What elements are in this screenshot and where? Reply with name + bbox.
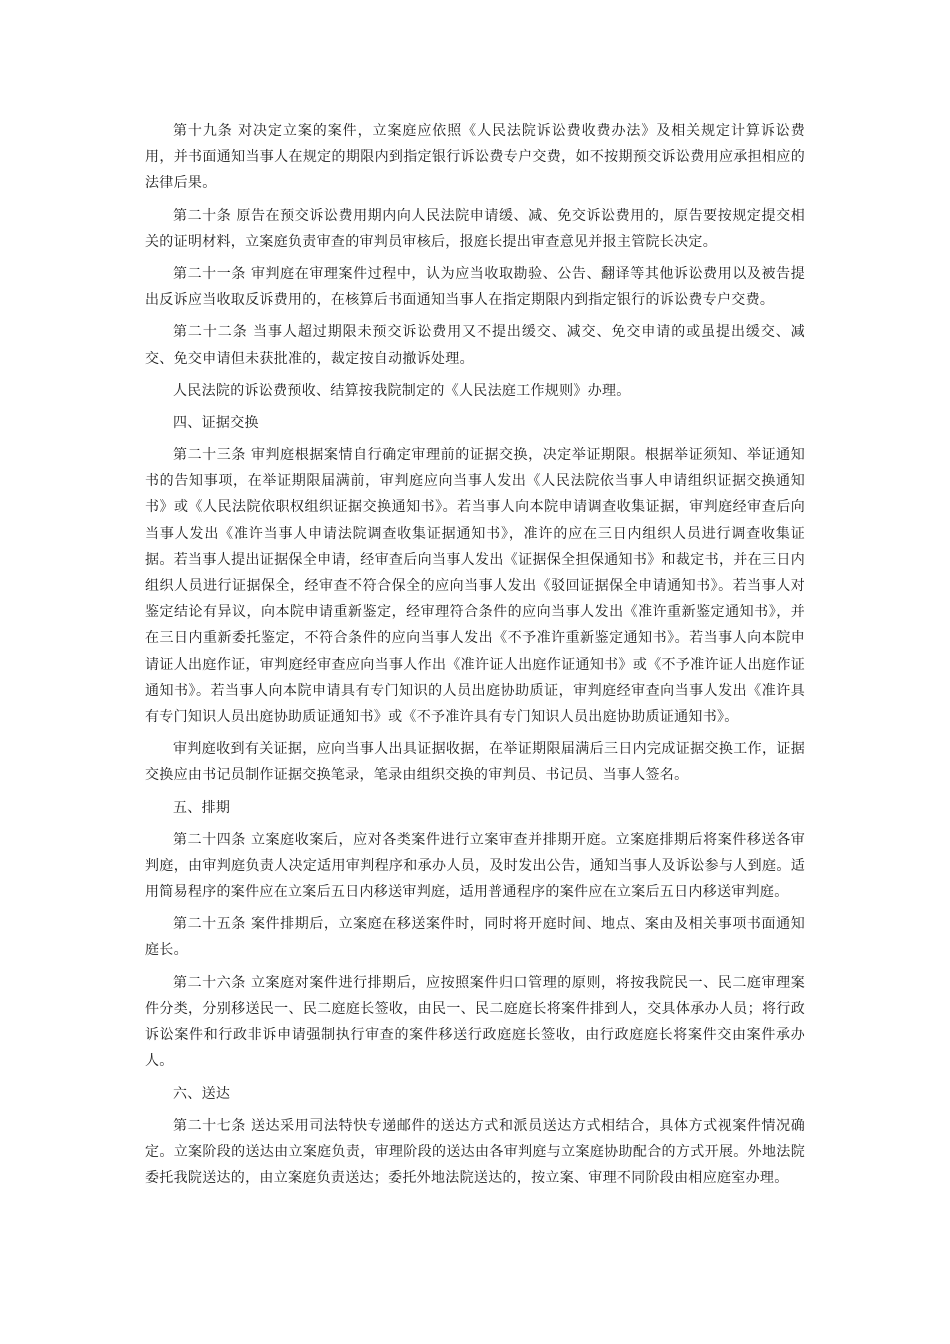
paragraph-article-26: 第二十六条 立案庭对案件进行排期后，应按照案件归口管理的原则，将按我院民一、民二庭审理案件分类，分别移送民一、民二庭庭长签收，由民一、民二庭庭长将案件排到人，交具体承办人员；将行政诉讼案件和行政非诉申请强制执行审查的案件移送行政庭庭长签收，由行政庭庭长将案件交由案件承办人。 <box>145 974 805 1070</box>
section-heading-service: 六、送达 <box>173 1085 231 1102</box>
paragraph-fee-settlement: 人民法院的诉讼费预收、结算按我院制定的《人民法庭工作规则》办理。 <box>173 382 631 399</box>
paragraph-article-24: 第二十四条 立案庭收案后，应对各类案件进行立案审查并排期开庭。立案庭排期后将案件移送各审判庭，由审判庭负责人决定适用审判程序和承办人员，及时发出公告，通知当事人及诉讼参与人到庭。适用简易程序的案件应在立案后五日内移送审判庭，适用普通程序的案件应在立案后五日内移送审判庭。 <box>145 831 805 901</box>
paragraph-article-20: 第二十条 原告在预交诉讼费用期内向人民法院申请缓、减、免交诉讼费用的，原告要按规定提交相关的证明材料，立案庭负责审查的审判员审核后，报庭长提出审查意见并报主管院长决定。 <box>145 207 805 250</box>
section-heading-scheduling: 五、排期 <box>173 799 231 816</box>
paragraph-article-21: 第二十一条 审判庭在审理案件过程中，认为应当收取勘验、公告、翻译等其他诉讼费用以及被告提出反诉应当收取反诉费用的，在核算后书面通知当事人在指定期限内到指定银行的诉讼费专户交费。 <box>145 266 805 309</box>
document-page <box>145 118 805 1197</box>
paragraph-article-19: 第十九条 对决定立案的案件，立案庭应依照《人民法院诉讼费收费办法》及相关规定计算诉讼费用，并书面通知当事人在规定的期限内到指定银行诉讼费专户交费，如不按期预交诉讼费用应承担相应的法律后果。 <box>145 123 805 192</box>
section-heading-evidence-exchange: 四、证据交换 <box>173 415 259 432</box>
paragraph-article-27: 第二十七条 送达采用司法特快专递邮件的送达方式和派员送达方式相结合，具体方式视案件情况确定。立案阶段的送达由立案庭负责，审理阶段的送达由各审判庭与立案庭协助配合的方式开展。外地法院委托我院送达的，由立案庭负责送达；委托外地法院送达的，按立案、审理不同阶段由相应庭室办理。 <box>145 1117 805 1186</box>
paragraph-article-25: 第二十五条 案件排期后，立案庭在移送案件时，同时将开庭时间、地点、案由及相关事项书面通知庭长。 <box>145 916 805 959</box>
paragraph-article-23: 第二十三条 审判庭根据案情自行确定审理前的证据交换，决定举证期限。根据举证须知、举证通知书的告知事项，在举证期限届满前，审判庭应向当事人发出《人民法院依当事人申请组织证据交换通知书》或《人民法院依职权组织证据交换通知书》。若当事人向本院申请调查收集证据，审判庭经审查后向当事人发出《准许当事人申请法院调查收集证据通知书》，准许的应在三日内组织人员进行调查收集证据。若当事人提出证据保全申请，经审查后向当事人发出《证据保全担保通知书》和裁定书，并在三日内组织人员进行证据保全，经审查不符合保全的应向当事人发出《驳回证据保全申请通知书》。若当事人对鉴定结论有异议，向本院申请重新鉴定，经审理符合条件的应向当事人发出《准许重新鉴定通知书》，并在三日内重新委托鉴定，不符合条件的应向当事人发出《不予准许重新鉴定通知书》。若当事人向本院申请证人出庭作证，审判庭经审查应向当事人作出《准许证人出庭作证通知书》或《不予准许证人出庭作证通知书》。若当事人向本院申请具有专门知识的人员出庭协助质证，审判庭经审查向当事人发出《准许具有专门知识人员出庭协助质证通知书》或《不予准许具有专门知识人员出庭协助质证通知书》。 <box>145 447 805 726</box>
paragraph-evidence-receipt: 审判庭收到有关证据，应向当事人出具证据收据，在举证期限届满后三日内完成证据交换工作，证据交换应由书记员制作证据交换笔录，笔录由组织交换的审判员、书记员、当事人签名。 <box>145 741 805 784</box>
paragraph-article-22: 第二十二条 当事人超过期限未预交诉讼费用又不提出缓交、减交、免交申请的或虽提出缓交、减交、免交申请但未获批准的，裁定按自动撤诉处理。 <box>145 324 805 367</box>
